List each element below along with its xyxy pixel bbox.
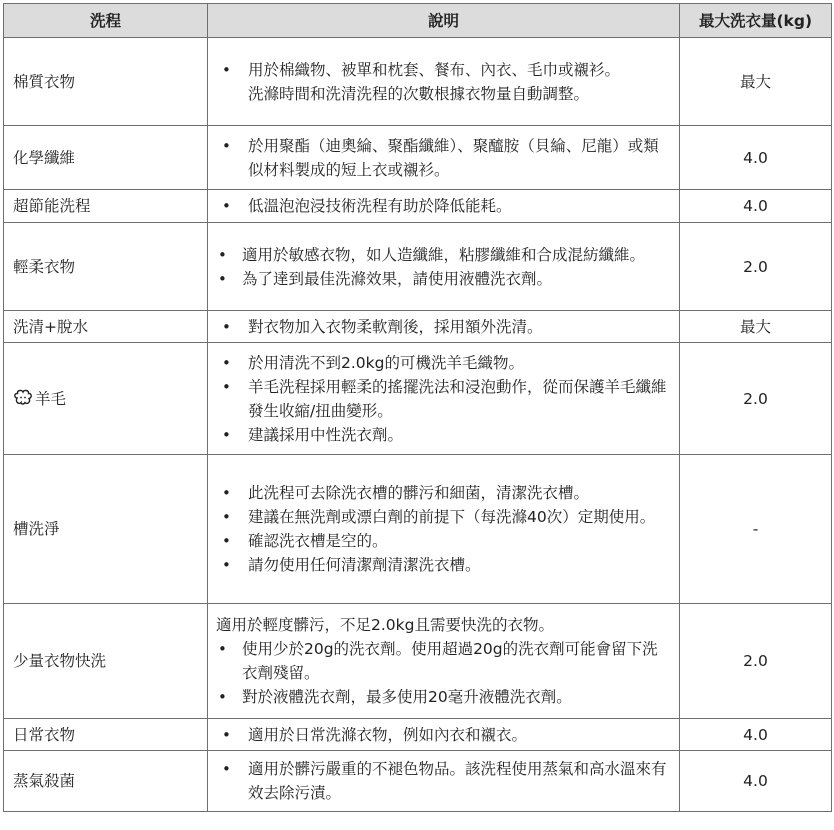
list-item: • 建議在無洗劑或漂白劑的前提下（每洗滌40次）定期使用。 — [216, 505, 671, 529]
table-row — [4, 126, 832, 190]
list-item: • 確認洗衣槽是空的。 — [216, 529, 671, 553]
list-item: • 對於液體洗衣劑，最多使用20毫升液體洗衣劑。 — [216, 685, 671, 709]
header-description: 說明 — [208, 4, 680, 38]
max-load-value: 4.0 — [680, 719, 832, 751]
program-name: 槽洗淨 — [4, 455, 208, 604]
program-table — [3, 3, 832, 812]
program-description — [208, 604, 680, 719]
list-item: • 請勿使用任何清潔劑清潔洗衣槽。 — [216, 553, 671, 577]
table-row — [4, 343, 832, 455]
header-program: 洗程 — [4, 4, 208, 38]
table-row — [4, 719, 832, 751]
table-row — [4, 223, 832, 311]
max-load-value: - — [680, 455, 832, 604]
list-item: • 適用於日常洗滌衣物，例如內衣和襯衣。 — [216, 723, 671, 747]
table-row — [4, 604, 832, 719]
program-description — [208, 38, 680, 126]
list-item: • 為了達到最佳洗滌效果，請使用液體洗衣劑。 — [216, 267, 671, 291]
list-item: • 對衣物加入衣物柔軟劑後，採用額外洗清。 — [216, 315, 671, 339]
list-item: • 於用清洗不到2.0kg的可機洗羊毛織物。 — [216, 351, 671, 375]
max-load-value: 4.0 — [680, 751, 832, 812]
max-load-value: 2.0 — [680, 604, 832, 719]
program-name: 超節能洗程 — [4, 190, 208, 223]
table-row — [4, 38, 832, 126]
program-name: 化學纖維 — [4, 126, 208, 190]
table-row — [4, 455, 832, 604]
program-description — [208, 311, 680, 343]
table-row — [4, 751, 832, 812]
max-load-value: 2.0 — [680, 223, 832, 311]
description-intro: 適用於輕度髒污，不足2.0kg且需要快洗的衣物。 — [216, 616, 554, 634]
table-row — [4, 311, 832, 343]
program-name: 洗清+脫水 — [4, 311, 208, 343]
wool-icon — [13, 389, 33, 407]
list-item: • 此洗程可去除洗衣槽的髒污和細菌，清潔洗衣槽。 — [216, 481, 671, 505]
max-load-value: 最大 — [680, 311, 832, 343]
header-max-load: 最大洗衣量(kg) — [680, 4, 832, 38]
program-description — [208, 751, 680, 812]
max-load-value: 4.0 — [680, 126, 832, 190]
program-description — [208, 719, 680, 751]
list-item: • 於用聚酯（迪奧綸、聚酯纖維）、聚醯胺（貝綸、尼龍）或類似材料製成的短上衣或襯衫。 — [216, 134, 671, 182]
program-description — [208, 126, 680, 190]
list-item: • 適用於敏感衣物，如人造纖維，粘膠纖維和合成混紡纖維。 — [216, 243, 671, 267]
program-name: 羊毛 — [35, 389, 67, 408]
program-name: 輕柔衣物 — [4, 223, 208, 311]
program-name: 蒸氣殺菌 — [4, 751, 208, 812]
header-row — [4, 4, 832, 38]
program-name: 日常衣物 — [4, 719, 208, 751]
program-description — [208, 190, 680, 223]
list-item: • 羊毛洗程採用輕柔的搖擺洗法和浸泡動作，從而保護羊毛纖維發生收縮/扭曲變形。 — [216, 375, 671, 423]
program-description — [208, 455, 680, 604]
description-note: 洗滌時間和洗清洗程的次數根據衣物量自動調整。 — [248, 84, 590, 103]
program-description — [208, 343, 680, 455]
max-load-value: 2.0 — [680, 343, 832, 455]
list-item: • 低溫泡泡浸技術洗程有助於降低能耗。 — [216, 194, 671, 218]
program-name: 棉質衣物 — [4, 38, 208, 126]
table-row — [4, 190, 832, 223]
list-item: • 適用於髒污嚴重的不褪色物品。該洗程使用蒸氣和高水溫來有效去除污漬。 — [216, 757, 671, 805]
list-item: • 使用少於20g的洗衣劑。使用超過20g的洗衣劑可能會留下洗衣劑殘留。 — [216, 637, 671, 685]
list-item: • 建議採用中性洗衣劑。 — [216, 423, 671, 447]
program-name: 少量衣物快洗 — [4, 604, 208, 719]
max-load-value: 4.0 — [680, 190, 832, 223]
program-description — [208, 223, 680, 311]
list-item: • 用於棉織物、被單和枕套、餐布、內衣、毛巾或襯衫。 — [216, 58, 671, 82]
max-load-value: 最大 — [680, 38, 832, 126]
program-name-cell — [4, 343, 208, 455]
